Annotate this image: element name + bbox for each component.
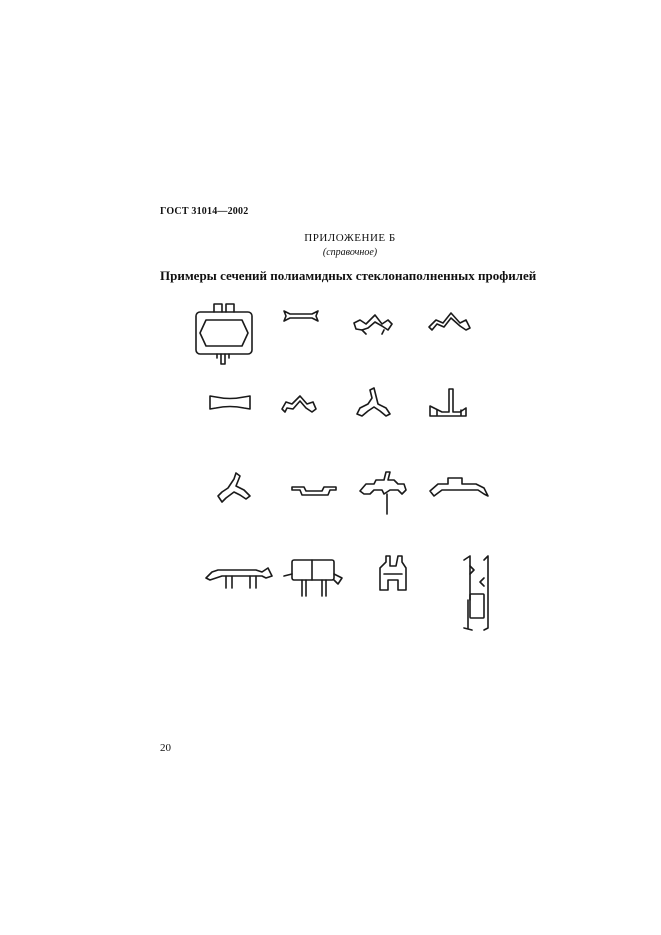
profile-section-12: [430, 478, 488, 496]
profile-section-9: [218, 473, 250, 502]
profile-section-16: [464, 556, 488, 630]
section-heading: Примеры сечений полиамидных стеклонаполненных профилей: [160, 268, 537, 283]
profile-section-10: [292, 487, 336, 495]
profile-section-1: [196, 304, 252, 364]
profile-section-13: [206, 568, 272, 588]
profile-section-7: [357, 388, 390, 416]
profile-section-6: [282, 396, 316, 412]
profile-section-3: [354, 315, 392, 334]
profile-section-8: [430, 389, 466, 416]
document-code: ГОСТ 31014—2002: [160, 206, 249, 217]
profile-section-4: [429, 313, 470, 330]
profile-section-15: [380, 556, 406, 590]
page-number: 20: [160, 742, 171, 754]
profile-section-5: [210, 396, 250, 409]
appendix-title: ПРИЛОЖЕНИЕ Б: [304, 232, 396, 244]
profile-section-11: [360, 472, 406, 514]
profile-section-2: [284, 311, 318, 321]
appendix-subtitle: (справочное): [322, 247, 378, 258]
profile-section-14: [284, 560, 342, 596]
